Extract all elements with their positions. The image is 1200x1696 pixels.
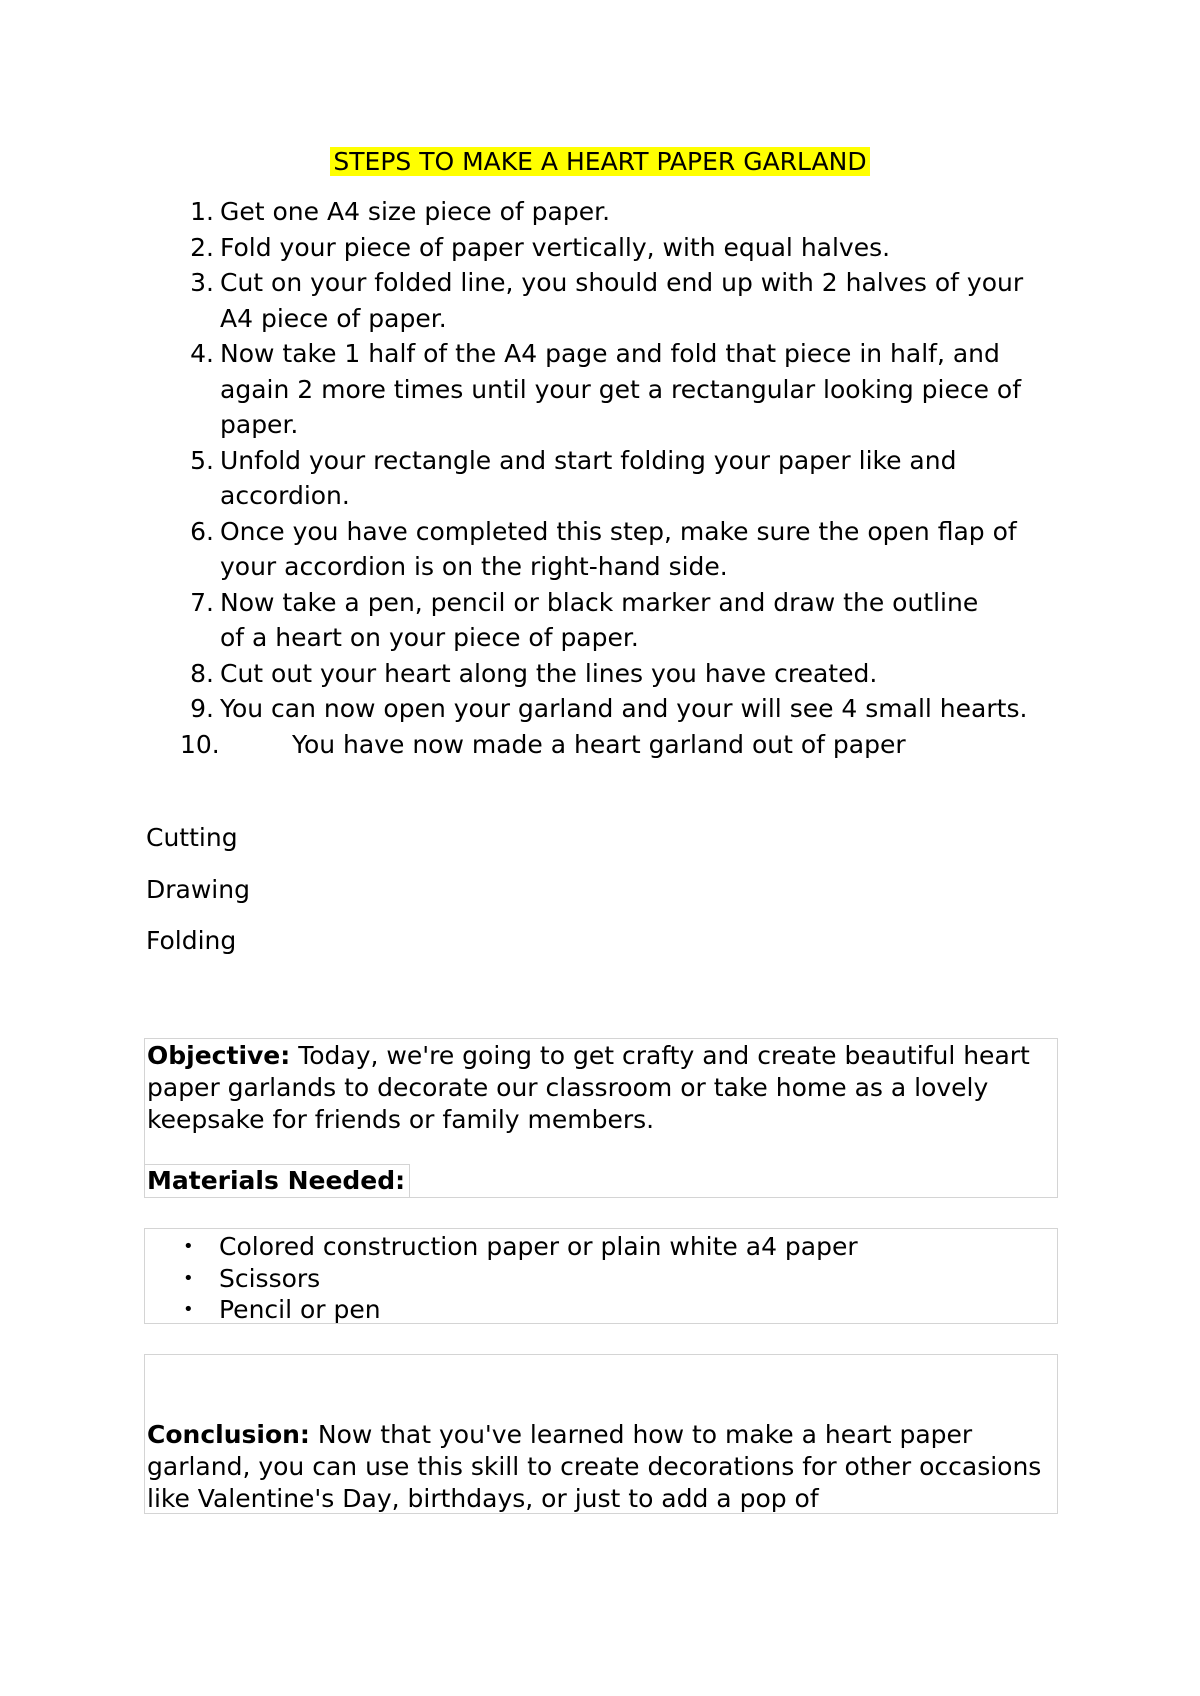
skill-drawing: Drawing xyxy=(146,875,250,904)
step-text: Now take a pen, pencil or black marker and draw the outline of a heart on your piece of paper. xyxy=(220,587,979,652)
material-text: Scissors xyxy=(219,1263,321,1293)
step-text: Unfold your rectangle and start folding your paper like and accordion. xyxy=(220,445,957,510)
conclusion-label: Conclusion: xyxy=(147,1420,310,1449)
step-number: 3. xyxy=(190,268,214,297)
material-text: Colored construction paper or plain white a4 paper xyxy=(219,1232,858,1261)
objective-label: Objective: xyxy=(147,1041,291,1070)
list-item xyxy=(145,1231,1057,1263)
step-text: Cut on your folded line, you should end up with 2 halves of your A4 piece of paper. xyxy=(220,268,1024,333)
list-item xyxy=(180,727,1080,763)
materials-label: Materials Needed: xyxy=(145,1164,410,1198)
materials-box xyxy=(144,1228,1058,1324)
page-title xyxy=(0,146,1200,178)
list-item xyxy=(145,1294,1057,1326)
list-item xyxy=(180,691,1050,727)
step-number: 4. xyxy=(190,339,214,368)
step-number: 8. xyxy=(190,658,214,688)
materials-list xyxy=(145,1229,1057,1326)
skill-cutting: Cutting xyxy=(146,823,238,852)
list-item xyxy=(180,230,1080,266)
step-text: Now take 1 half of the A4 page and fold that piece in half, and again 2 more times until your get a rectangular looking piece of paper. xyxy=(220,339,1022,439)
step-number: 2. xyxy=(190,232,214,262)
list-item xyxy=(180,336,1050,443)
objective-paragraph xyxy=(145,1040,1057,1136)
list-item xyxy=(180,514,1020,585)
list-item xyxy=(180,265,1050,336)
step-text: Fold your piece of paper vertically, with equal halves. xyxy=(220,232,891,262)
step-number: 10. xyxy=(180,729,220,759)
list-item xyxy=(180,194,1080,230)
skill-folding: Folding xyxy=(146,926,237,955)
step-text: Once you have completed this step, make sure the open flap of your accordion is on the right-hand side. xyxy=(220,516,1017,581)
objective-box xyxy=(144,1038,1058,1198)
list-item xyxy=(180,443,1050,514)
material-text: Pencil or pen xyxy=(219,1295,381,1324)
step-number: 5. xyxy=(190,445,214,475)
bullet-icon: • xyxy=(183,1236,194,1257)
step-text: Get one A4 size piece of paper. xyxy=(220,197,611,226)
list-item xyxy=(145,1263,1057,1295)
step-text: Cut out your heart along the lines you have created. xyxy=(220,658,878,688)
conclusion-text: Now that you've learned how to make a heart paper garland, you can use this skill to create decorations for other occasions like Valentine's Day, birthdays, or just to add a pop of xyxy=(147,1420,1042,1513)
step-number: 9. xyxy=(190,694,214,723)
steps-list xyxy=(180,194,1080,762)
conclusion-paragraph xyxy=(145,1419,1057,1515)
step-number: 6. xyxy=(190,516,214,546)
step-number: 1. xyxy=(190,197,214,226)
list-item xyxy=(180,585,1000,656)
title-highlight: STEPS TO MAKE A HEART PAPER GARLAND xyxy=(330,147,869,176)
list-item xyxy=(180,656,1080,692)
bullet-icon: • xyxy=(183,1267,194,1289)
conclusion-box xyxy=(144,1354,1058,1514)
bullet-icon: • xyxy=(183,1299,194,1320)
step-number: 7. xyxy=(190,587,214,617)
objective-text: Today, we're going to get crafty and create beautiful heart paper garlands to decorate our classroom or take home as a lovely keepsake for friends or family members. xyxy=(147,1041,1030,1134)
step-text: You can now open your garland and your will see 4 small hearts. xyxy=(220,694,1028,723)
step-text: You have now made a heart garland out of paper xyxy=(292,729,906,759)
